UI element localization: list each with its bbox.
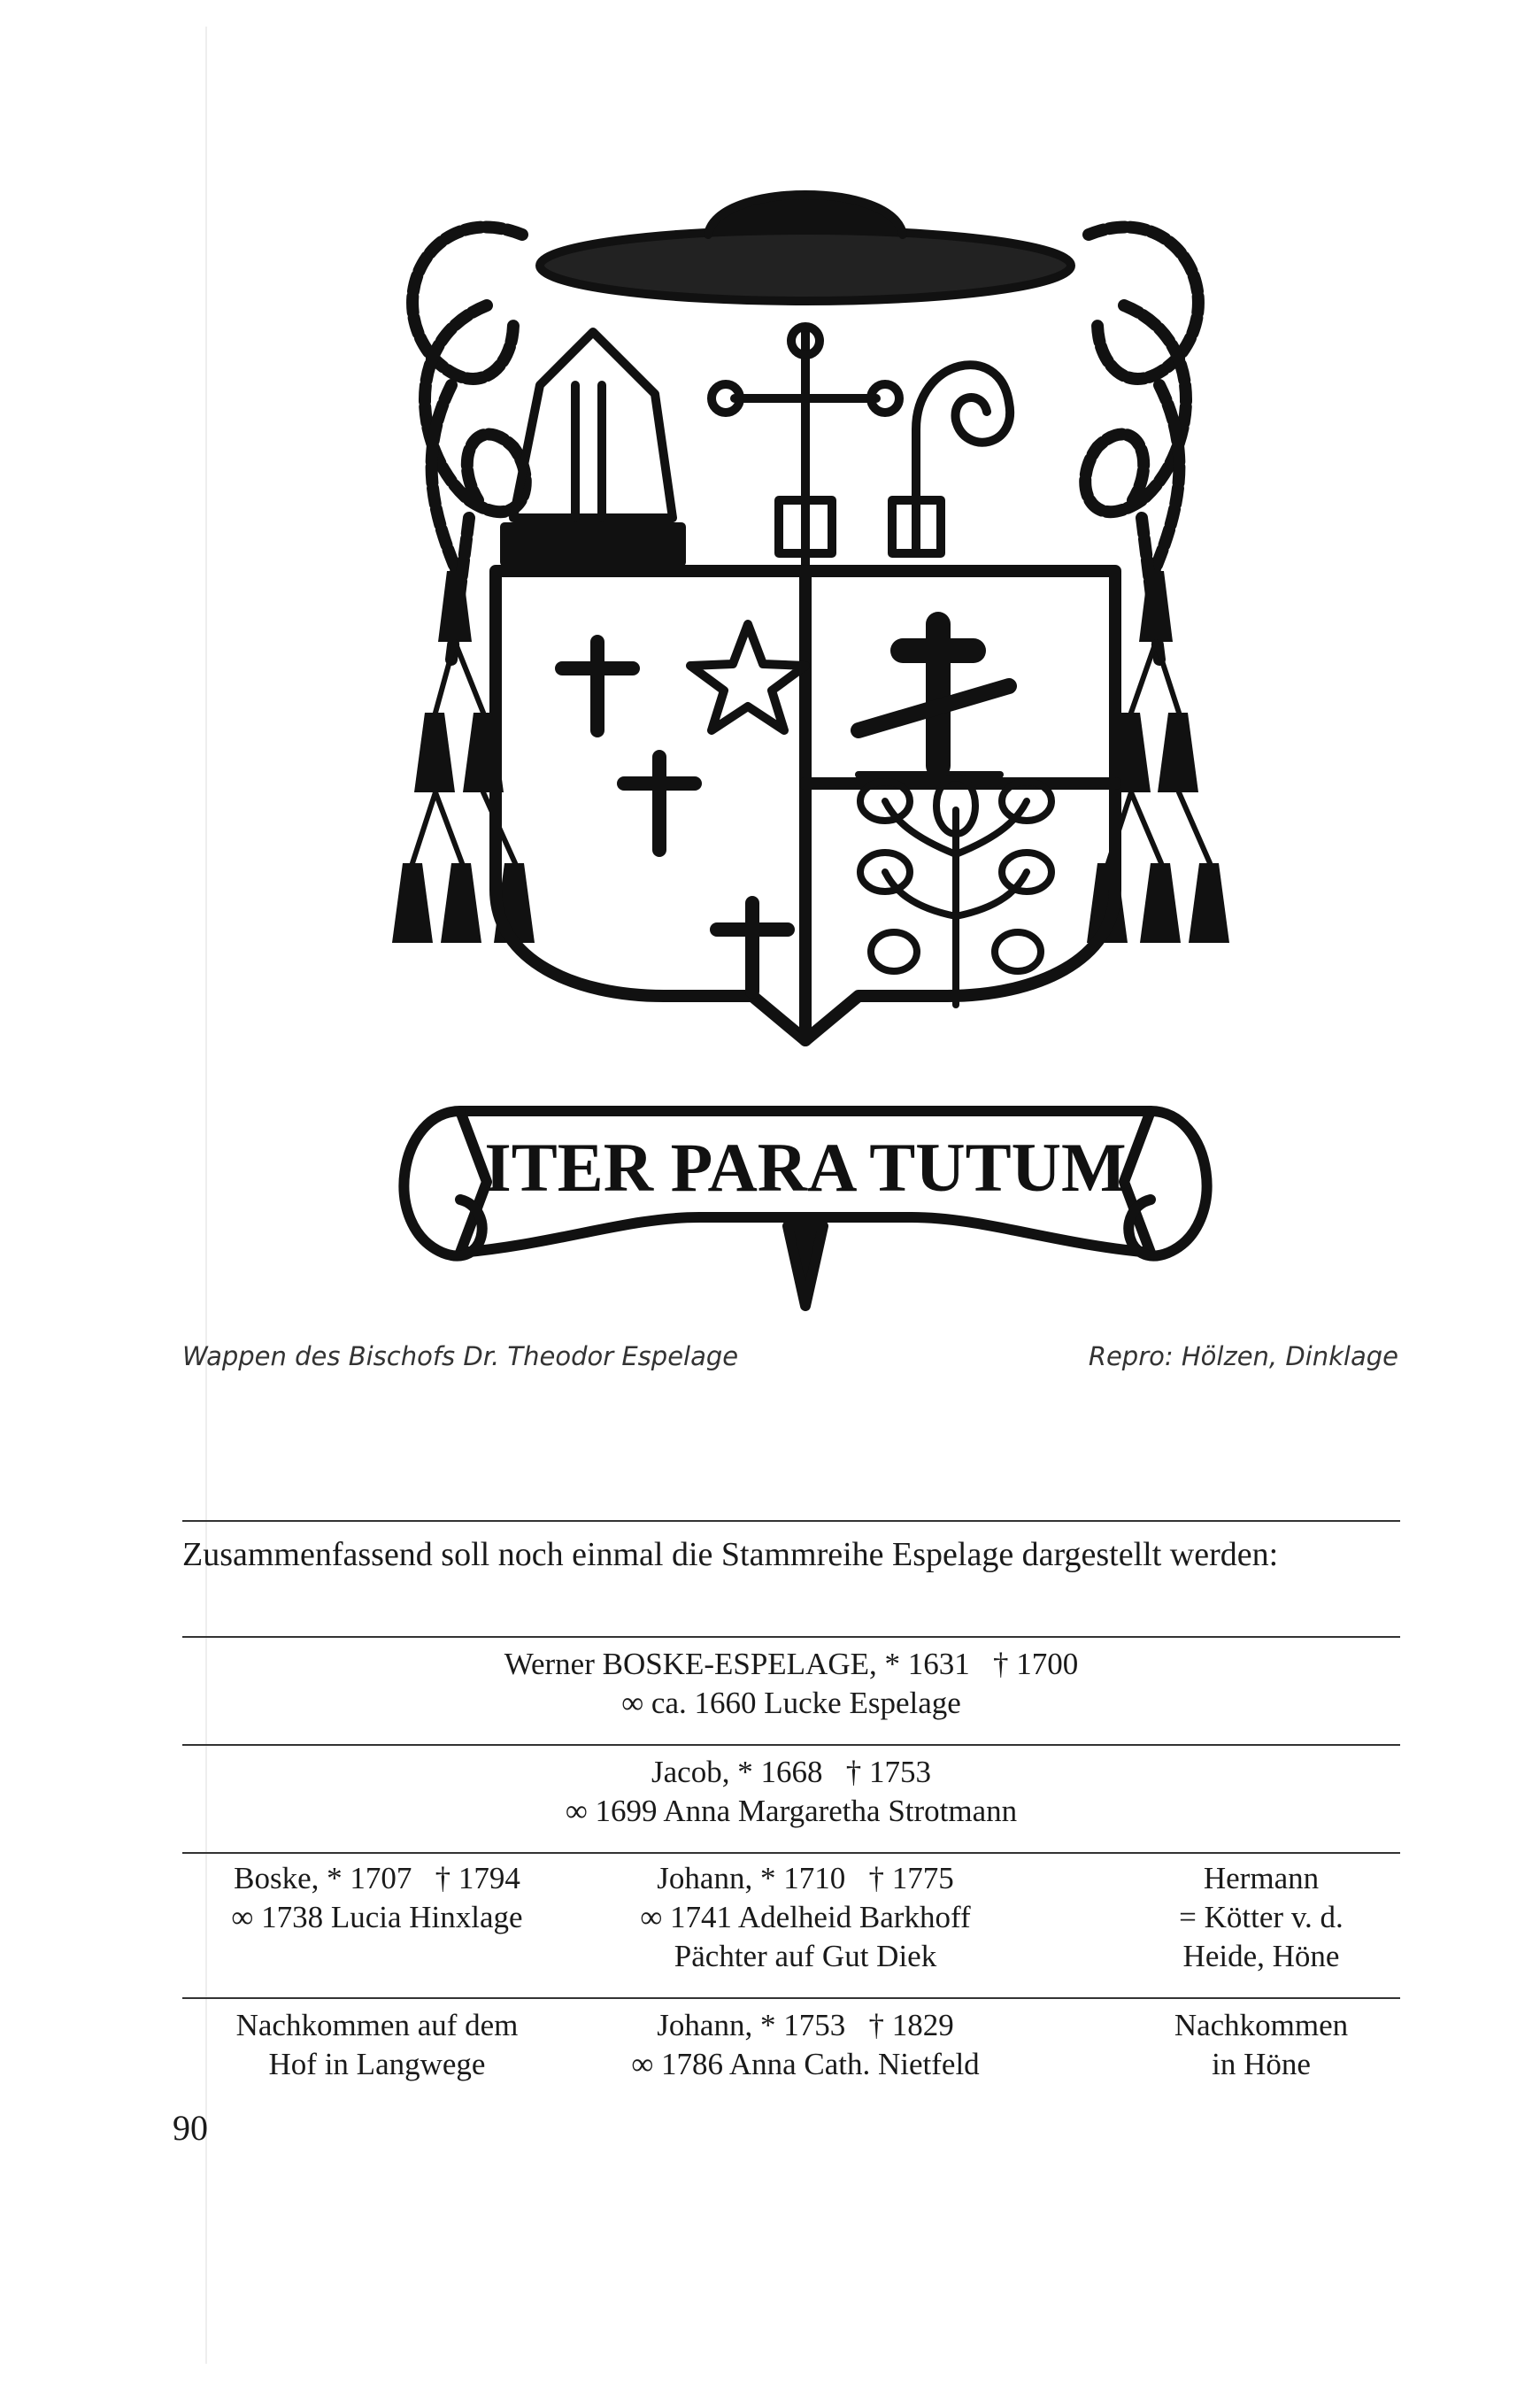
photo-credit: Repro: Hölzen, Dinklage <box>1088 1341 1398 1371</box>
crosses-and-star <box>562 624 805 992</box>
crozier <box>892 365 1010 553</box>
gen4-middle-line1: Johann, * 1753 † 1829 <box>657 2008 954 2042</box>
hat-brim <box>540 230 1071 301</box>
processional-cross <box>712 327 899 571</box>
gen3-left <box>182 1859 572 1937</box>
gen2-line2: ∞ 1699 Anna Margaretha Strotmann <box>565 1794 1018 1828</box>
gen3-left-line1: Boske, * 1707 † 1794 <box>234 1861 520 1895</box>
gen3-right-line2: = Kötter v. d. <box>1179 1900 1344 1934</box>
gen4-middle-line2: ∞ 1786 Anna Cath. Nietfeld <box>631 2047 980 2081</box>
gen3-right-line3: Heide, Höne <box>1182 1939 1340 1973</box>
gen4-right <box>1124 2006 1398 2084</box>
divider <box>182 1997 1400 1999</box>
divider <box>182 1852 1400 1854</box>
intro-paragraph: Zusammenfassend soll noch einmal die Stammreihe Espelage dargestellt werden: <box>182 1536 1279 1573</box>
motto-text: ITER PARA TUTUM <box>484 1129 1127 1206</box>
gen3-middle <box>584 1859 1027 1976</box>
generation-1 <box>182 1645 1400 1723</box>
gen3-left-line2: ∞ 1738 Lucia Hinxlage <box>231 1900 523 1934</box>
divider <box>182 1520 1400 1522</box>
gen3-middle-line1: Johann, * 1710 † 1775 <box>657 1861 954 1895</box>
gen4-middle <box>584 2006 1027 2084</box>
figure-caption: Wappen des Bischofs Dr. Theodor Espelage <box>182 1341 739 1371</box>
gen3-right-line1: Hermann <box>1203 1861 1320 1895</box>
gen4-left-line2: Hof in Langwege <box>268 2047 486 2081</box>
gen2-line1: Jacob, * 1668 † 1753 <box>651 1755 931 1789</box>
gen4-left <box>182 2006 572 2084</box>
page-number: 90 <box>173 2108 208 2148</box>
gen1-line2: ∞ ca. 1660 Lucke Espelage <box>621 1686 961 1720</box>
coat-of-arms-figure <box>363 164 1248 1328</box>
gen4-right-line1: Nachkommen <box>1174 2008 1349 2042</box>
divider <box>182 1636 1400 1638</box>
gen3-right <box>1124 1859 1398 1976</box>
generation-2 <box>182 1753 1400 1831</box>
tree <box>860 777 1051 1005</box>
cross-with-tools <box>859 624 1009 775</box>
gen4-right-line2: in Höne <box>1212 2047 1311 2081</box>
gen3-middle-line2: ∞ 1741 Adelheid Barkhoff <box>640 1900 971 1934</box>
gen4-left-line1: Nachkommen auf dem <box>235 2008 519 2042</box>
divider <box>182 1744 1400 1746</box>
tassels-right <box>1087 571 1229 943</box>
gen1-line1: Werner BOSKE-ESPELAGE, * 1631 † 1700 <box>504 1647 1079 1681</box>
mitre <box>504 332 681 562</box>
gen3-middle-line3: Pächter auf Gut Diek <box>674 1939 937 1973</box>
tassels-left <box>392 571 535 943</box>
